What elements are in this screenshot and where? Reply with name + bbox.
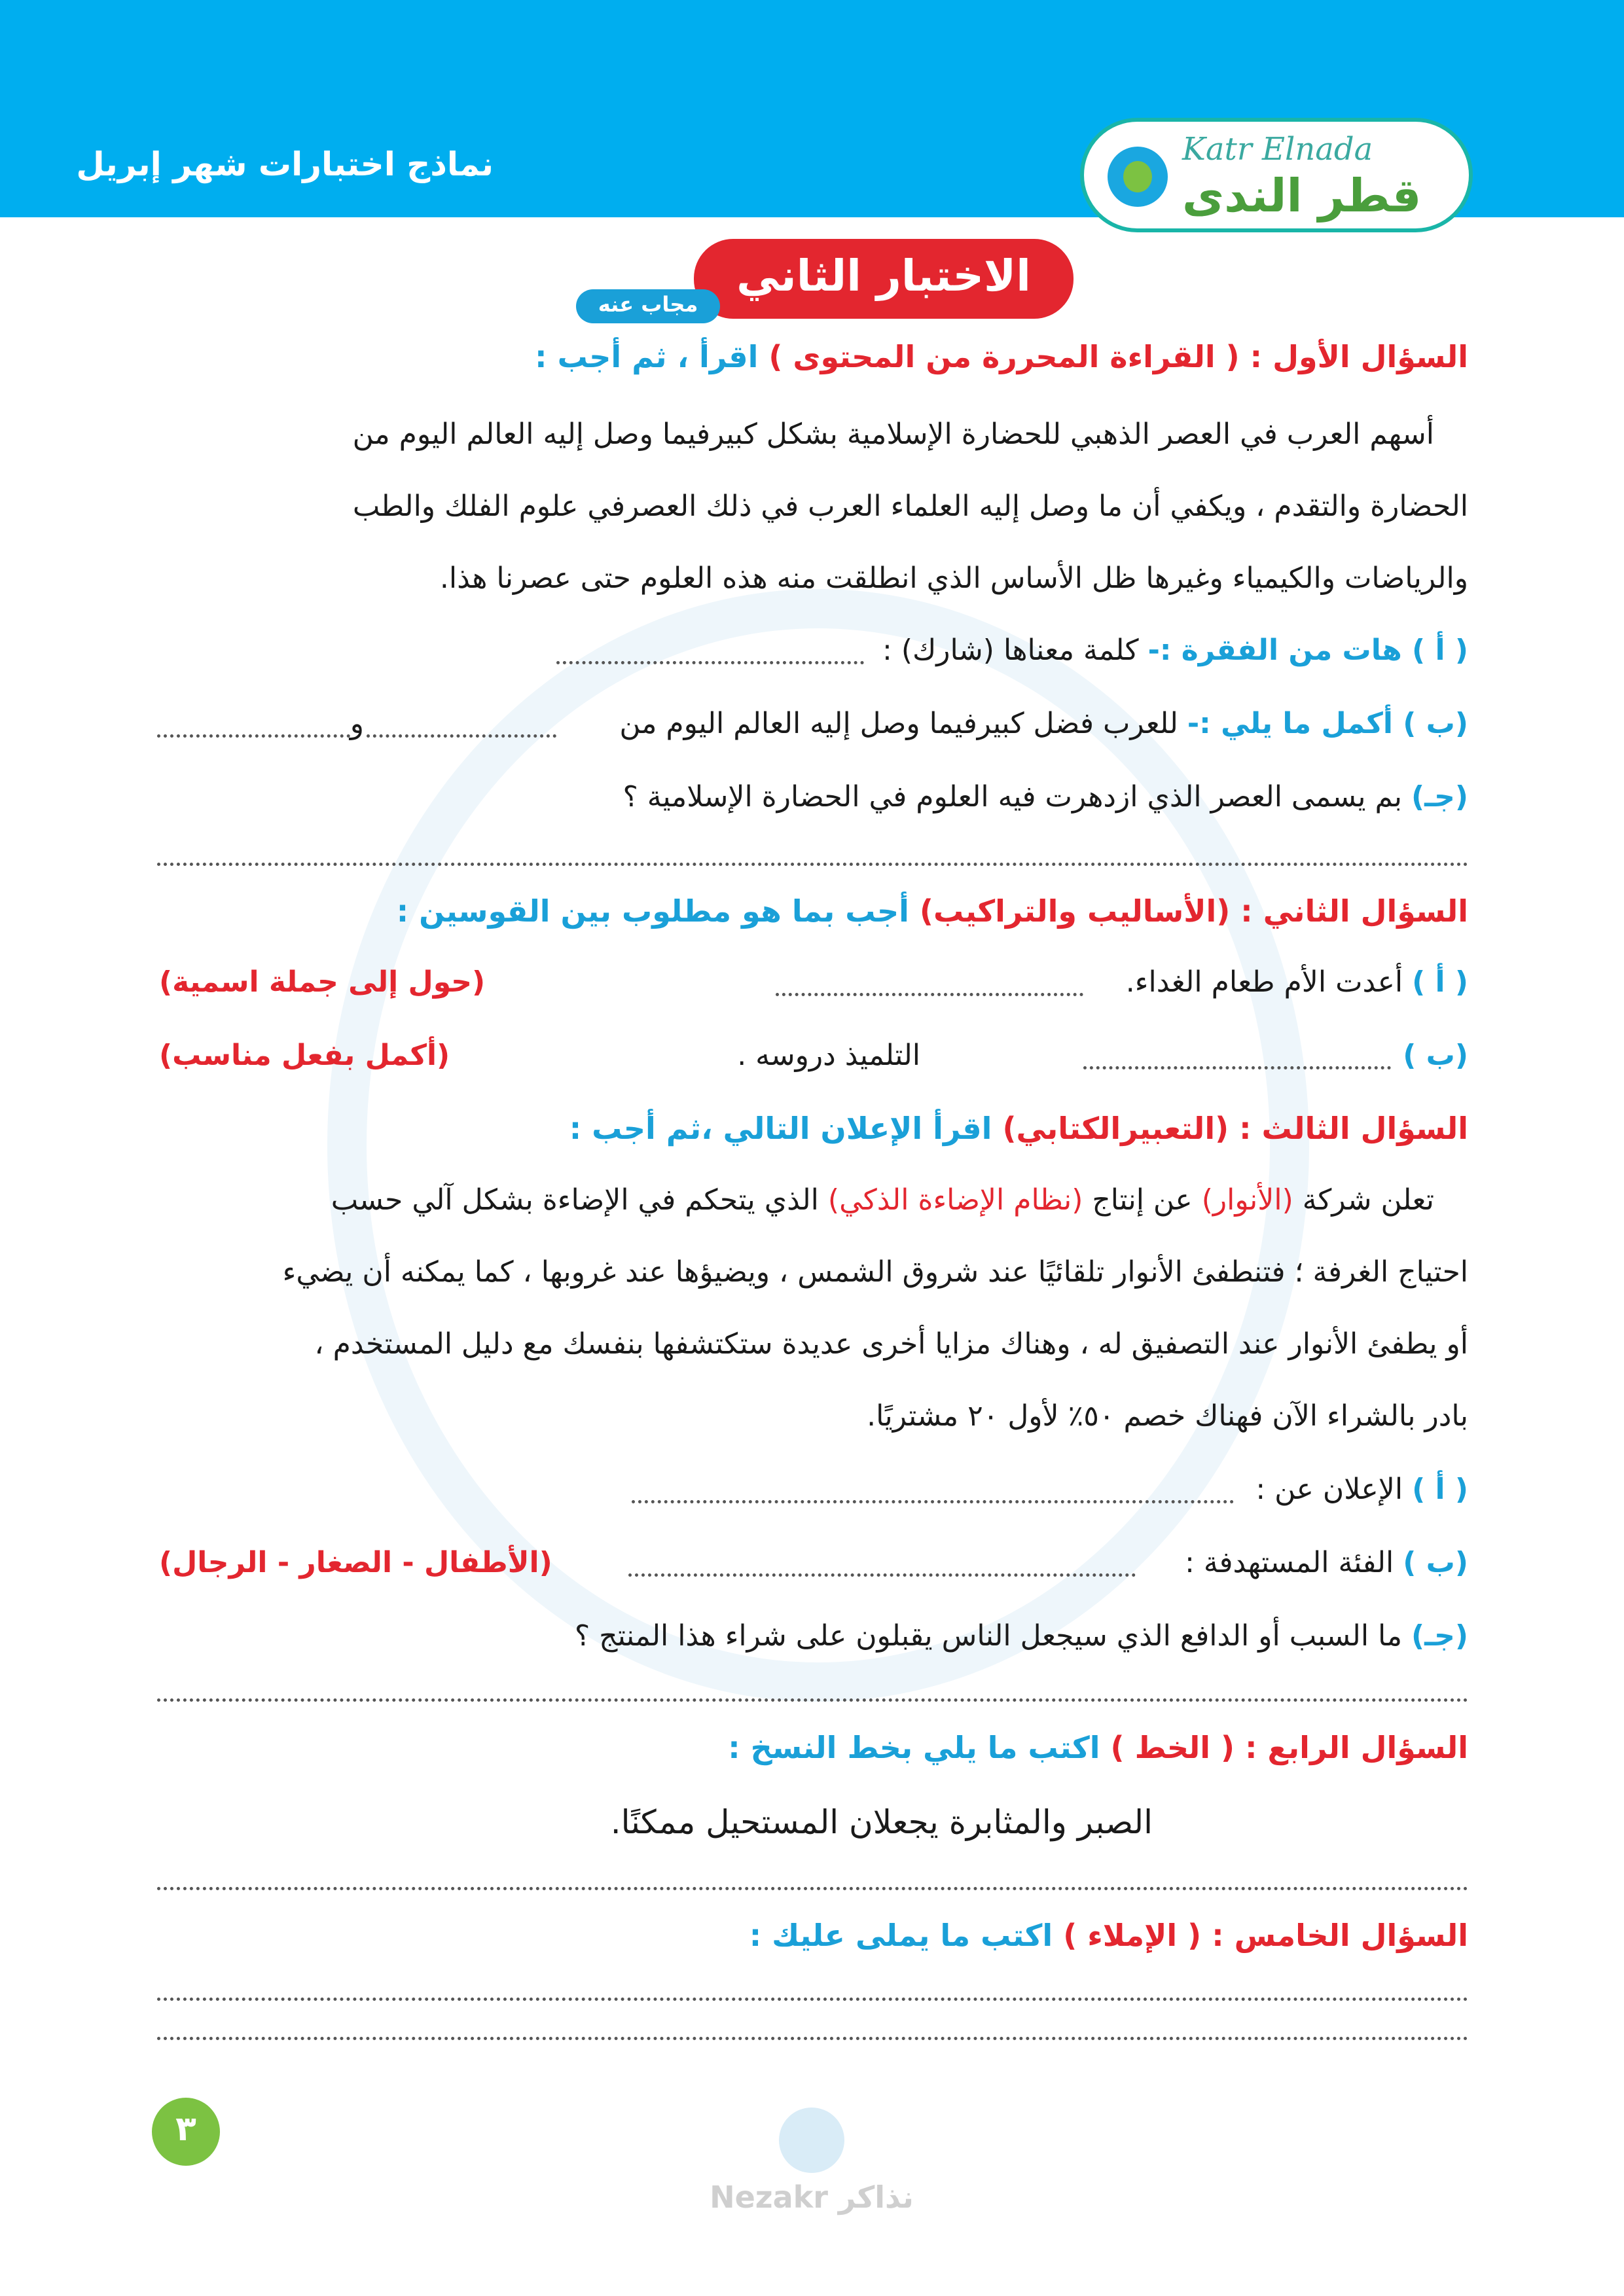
question-2-heading: [397, 893, 1468, 929]
q1-passage-line-2: الحضارة والتقدم ، ويكفي أن ما وصل إليه العلماء العرب في ذلك العصرفي علوم الفلك والطب: [352, 490, 1468, 523]
question-3-heading: [569, 1111, 1468, 1146]
q5-answer-line-2[interactable]: [157, 2037, 1468, 2040]
q3-line1-part-a: تعلن شركة: [1302, 1183, 1434, 1217]
q3-product-name: (نظام الإضاءة الذكي): [827, 1183, 1083, 1217]
question-2-label: السؤال الثاني :: [1240, 893, 1468, 929]
q2-item-a-marker: ( أ ): [1412, 965, 1468, 999]
graduation-cap-icon: [779, 2108, 844, 2173]
header-title: نماذج اختبارات شهر إبريل: [76, 145, 494, 183]
q2-item-b-note: (أكمل بفعل مناسب): [159, 1039, 450, 1072]
q1-item-c-marker: (جـ): [1411, 780, 1468, 814]
q1-item-a: [882, 634, 1468, 667]
q4-sentence: الصبر والمثابرة يجعلان المستحيل ممكنًا.: [610, 1803, 1153, 1841]
q3-passage-line-2: احتياج الغرفة ؛ فتنطفئ الأنوار تلقائيًا عند شروق الشمس ، ويضيؤها عند غروبها ، كما يمكنه أن يضيء: [282, 1255, 1468, 1289]
question-2-instruction: أجب بما هو مطلوب بين القوسين :: [396, 893, 909, 929]
q3-item-b-marker: (ب ): [1403, 1546, 1468, 1579]
page-number-badge: [152, 2098, 220, 2166]
question-5-instruction: اكتب ما يملى عليك :: [749, 1918, 1053, 1953]
q3-item-b-note: (الأطفال - الصغار - الرجال): [159, 1546, 552, 1579]
q3-item-a-text: الإعلان عن :: [1255, 1473, 1403, 1506]
q1-passage-line-3: والرياضات والكيمياء وغيرها ظل الأساس الذي انطلقت منه هذه العلوم حتى عصرنا هذا.: [439, 562, 1468, 595]
exam-title: الاختبار الثاني: [736, 251, 1031, 301]
question-1-label: السؤال الأول :: [1250, 339, 1468, 374]
drop-icon: [1108, 147, 1168, 207]
q2-a-answer-line[interactable]: [776, 993, 1083, 996]
q3-b-answer-line[interactable]: [628, 1573, 1136, 1577]
q3-item-c-text: ما السبب أو الدافع الذي سيجعل الناس يقبلون على شراء هذا المنتج ؟: [574, 1619, 1403, 1653]
question-5-heading: [749, 1918, 1468, 1953]
q1-item-b: [619, 707, 1468, 740]
question-3-topic: (التعبيرالكتابي): [1002, 1111, 1229, 1146]
q3-item-c-marker: (جـ): [1411, 1619, 1468, 1653]
q3-item-a-marker: ( أ ): [1412, 1473, 1468, 1506]
question-5-label: السؤال الخامس :: [1212, 1918, 1468, 1953]
question-2-topic: (الأساليب والتراكيب): [919, 893, 1231, 929]
q1-c-answer-line[interactable]: [157, 863, 1468, 866]
q1-b-answer-line-1[interactable]: [367, 734, 556, 738]
q2-item-b-marker: (ب ): [1403, 1039, 1468, 1072]
q3-line1-part-b: عن إنتاج: [1092, 1183, 1193, 1217]
q1-item-a-marker: ( أ ) هات من الفقرة :-: [1147, 634, 1468, 667]
logo-arabic-text: قطر الندى: [1182, 169, 1422, 223]
q2-b-answer-line[interactable]: [1083, 1066, 1391, 1069]
brand-logo: [1080, 118, 1473, 232]
q3-passage-line-3: أو يطفئ الأنوار عند التصفيق له ، وهناك مزايا أخرى عديدة ستكتشفها بنفسك مع دليل المستخدم ،: [314, 1327, 1468, 1361]
q3-item-c: [575, 1619, 1468, 1653]
q1-item-a-text: كلمة معناها (شارك) :: [882, 634, 1139, 667]
q2-item-b-marker-wrap: [1403, 1039, 1468, 1072]
page-number: ٣: [175, 2109, 196, 2149]
q1-item-b-marker: (ب ) أكمل ما يلي :-: [1187, 707, 1468, 740]
drop-inner-icon: [1123, 161, 1152, 192]
q3-item-b-text: الفئة المستهدفة :: [1185, 1546, 1394, 1579]
question-1-instruction: اقرأ ، ثم أجب :: [535, 339, 759, 374]
q2-item-a-note: (حول إلى جملة اسمية): [159, 965, 486, 999]
q2-item-a: [1126, 965, 1468, 999]
page-header: [0, 0, 1624, 223]
q3-a-answer-line[interactable]: [632, 1500, 1234, 1503]
q3-c-answer-line[interactable]: [157, 1698, 1468, 1702]
q1-item-b-text: للعرب فضل كبيرفيما وصل إليه العالم اليوم من: [619, 707, 1178, 740]
question-4-instruction: اكتب ما يلي بخط النسخ :: [728, 1730, 1100, 1765]
logo-latin-text: Katr Elnada: [1182, 131, 1373, 168]
q4-answer-line[interactable]: [157, 1887, 1468, 1890]
q1-a-answer-line[interactable]: [556, 661, 864, 664]
q3-item-b: [1185, 1546, 1468, 1579]
exam-title-banner: [694, 239, 1074, 319]
question-4-label: السؤال الرابع :: [1245, 1730, 1468, 1765]
question-5-topic: ( الإملاء ): [1063, 1918, 1202, 1953]
q1-item-c: [623, 780, 1468, 814]
answered-badge-label: مجاب عنه: [598, 292, 698, 317]
question-4-heading: [728, 1730, 1468, 1765]
question-1-topic: ( القراءة المحررة من المحتوى ): [768, 339, 1240, 374]
answered-badge: [576, 289, 720, 323]
q2-item-a-text: أعدت الأم طعام الغداء.: [1125, 965, 1403, 999]
footer-brand-text: Nezakr نذاكر: [710, 2179, 914, 2215]
question-3-instruction: اقرأ الإعلان التالي ،ثم أجب :: [569, 1111, 992, 1146]
q1-passage-line-1: أسهم العرب في العصر الذهبي للحضارة الإسلامية بشكل كبيرفيما وصل إليه العالم اليوم من: [352, 418, 1434, 451]
q3-item-a: [1255, 1473, 1468, 1506]
q1-item-b-and: و: [350, 707, 364, 740]
question-3-label: السؤال الثالث :: [1239, 1111, 1468, 1146]
question-1-heading: [535, 339, 1468, 374]
q1-b-answer-line-2[interactable]: [157, 734, 350, 738]
q3-passage-line-1: [331, 1183, 1434, 1217]
q5-answer-line-1[interactable]: [157, 1998, 1468, 2001]
q3-company-name: (الأنوار): [1201, 1183, 1293, 1217]
question-4-topic: ( الخط ): [1110, 1730, 1235, 1765]
q3-line1-part-c: الذي يتحكم في الإضاءة بشكل آلي حسب: [331, 1183, 819, 1217]
q3-passage-line-4: بادر بالشراء الآن فهناك خصم ٥٠٪ لأول ٢٠ مشتريًا.: [867, 1399, 1468, 1433]
q2-item-b-text: التلميذ دروسه .: [737, 1039, 920, 1072]
footer-brand-logo: [707, 2108, 916, 2219]
q1-item-c-text: بم يسمى العصر الذي ازدهرت فيه العلوم في الحضارة الإسلامية ؟: [623, 780, 1403, 814]
